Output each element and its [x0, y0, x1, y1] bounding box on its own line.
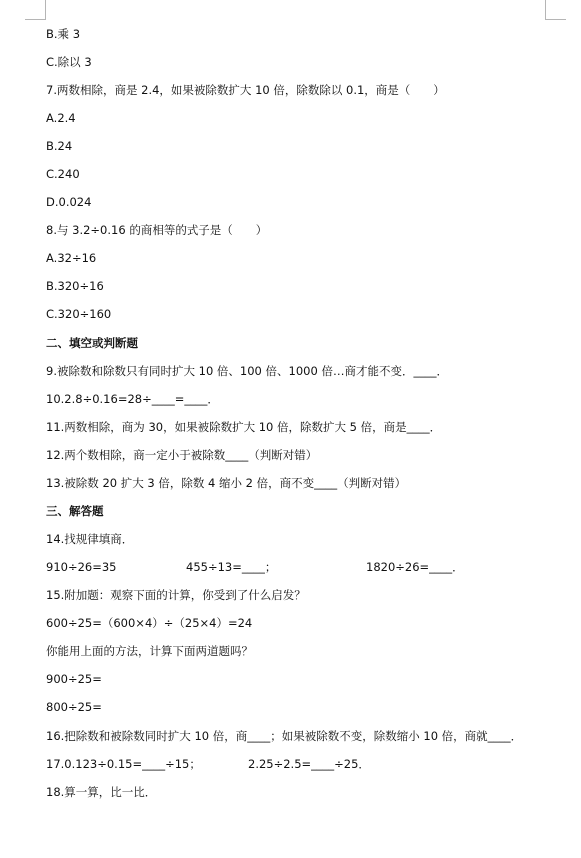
question-8-option-b: B.320÷16 — [46, 279, 104, 293]
section-2-heading: 二、填空或判断题 — [46, 336, 138, 350]
section-3-heading: 三、解答题 — [46, 504, 104, 518]
question-7-option-c: C.240 — [46, 167, 80, 181]
question-9: 9.被除数和除数只有同时扩大 10 倍、100 倍、1000 倍…商才能不变．____． — [46, 364, 448, 378]
question-11: 11.两数相除，商为 30，如果被除数扩大 10 倍，除数扩大 5 倍，商是____． — [46, 420, 442, 434]
question-15-prompt: 你能用上面的方法，计算下面两道题吗？ — [46, 644, 253, 658]
question-18: 18.算一算，比一比． — [46, 785, 157, 799]
question-10: 10.2.8÷0.16=28÷____=____． — [46, 392, 219, 406]
crop-mark-left-vertical — [45, 0, 46, 20]
question-14-example: 910÷26=35 — [46, 560, 117, 574]
question-15: 15.附加题：观察下面的计算，你受到了什么启发？ — [46, 588, 306, 602]
crop-mark-right-vertical — [545, 0, 546, 20]
question-15-example-equation: 600÷25=（600×4）÷（25×4）=24 — [46, 616, 253, 630]
question-15-problem-1: 900÷25= — [46, 672, 102, 686]
question-17-part-b: 2.25÷2.5=____÷25． — [248, 757, 370, 771]
question-8-option-a: A.32÷16 — [46, 251, 97, 265]
question-13: 13.被除数 20 扩大 3 倍，除数 4 缩小 2 倍，商不变____（判断对错） — [46, 476, 407, 490]
question-15-problem-2: 800÷25= — [46, 700, 102, 714]
crop-mark-left-horizontal — [25, 19, 46, 20]
question-12: 12.两个数相除，商一定小于被除数____（判断对错） — [46, 448, 318, 462]
question-16: 16.把除数和被除数同时扩大 10 倍，商____；如果被除数不变，除数缩小 10 倍，商就____． — [46, 729, 523, 743]
question-8-option-c: C.320÷160 — [46, 307, 112, 321]
crop-mark-right-horizontal — [545, 19, 566, 20]
question-14-part-a: 455÷13=____； — [186, 560, 277, 574]
question-7: 7.两数相除，商是 2.4，如果被除数扩大 10 倍，除数除以 0.1，商是（ ） — [46, 83, 445, 97]
question-7-option-d: D.0.024 — [46, 195, 92, 209]
question-7-option-a: A.2.4 — [46, 111, 76, 125]
question-17-part-a: 17.0.123÷0.15=____÷15； — [46, 757, 201, 771]
option-c-divide-3: C.除以 3 — [46, 55, 92, 69]
question-14: 14.找规律填商． — [46, 532, 134, 546]
option-b-multiply-3: B.乘 3 — [46, 27, 81, 41]
question-8: 8.与 3.2÷0.16 的商相等的式子是（ ） — [46, 223, 268, 237]
question-7-option-b: B.24 — [46, 139, 73, 153]
question-14-part-b: 1820÷26=____． — [366, 560, 464, 574]
